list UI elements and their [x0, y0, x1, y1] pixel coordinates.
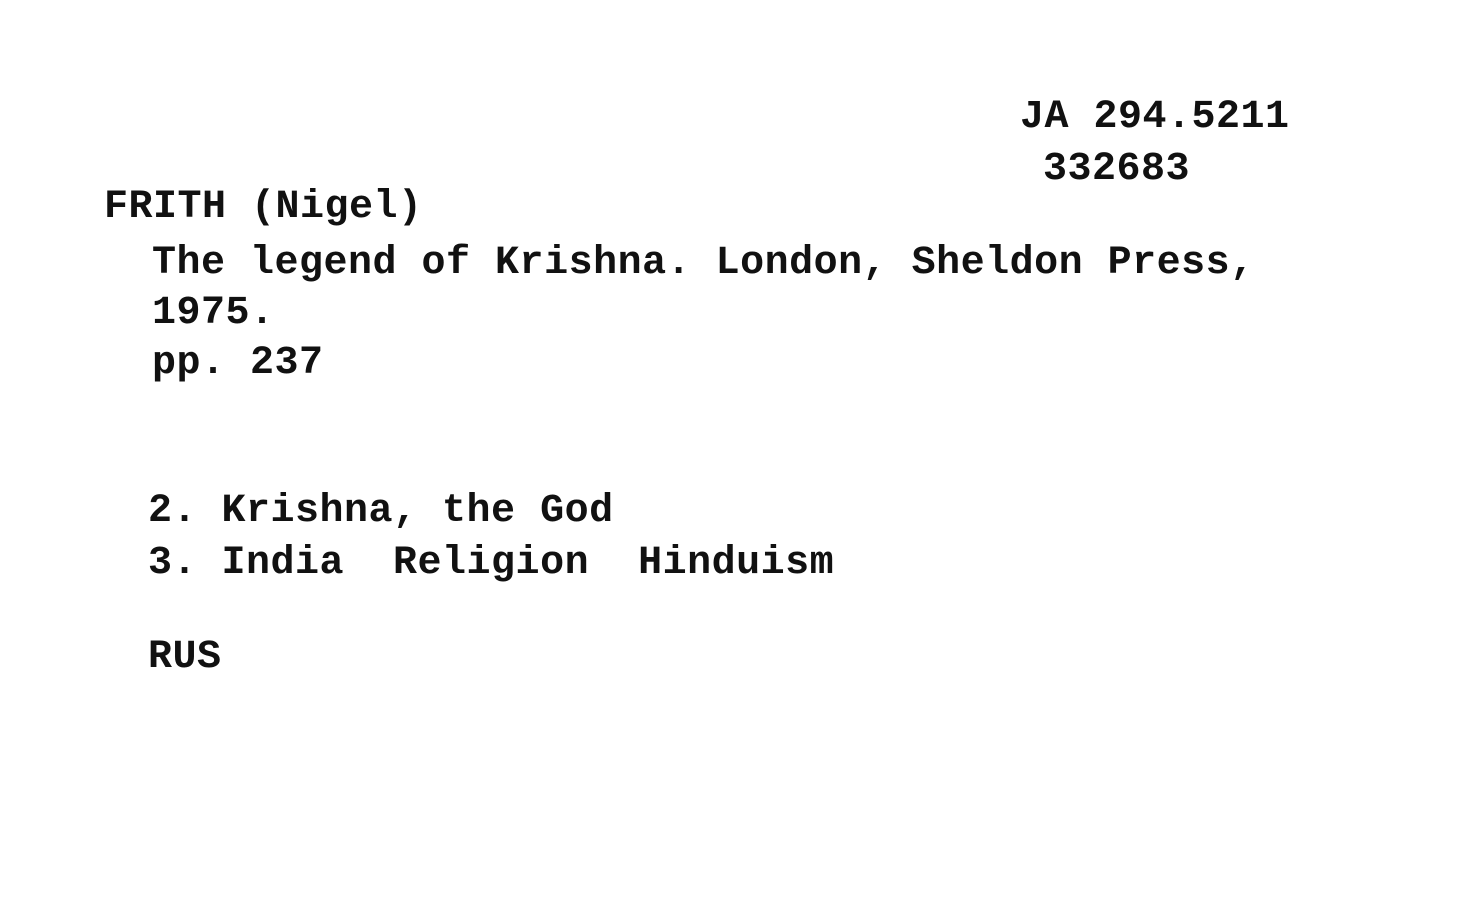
subject-heading: 2. Krishna, the God — [148, 489, 614, 534]
title-imprint: The legend of Krishna. London, Sheldon Press, — [152, 241, 1255, 286]
subject-heading: 3. India Religion Hinduism — [148, 541, 835, 586]
pagination: pp. 237 — [152, 341, 324, 386]
call-number: JA 294.5211 — [1020, 95, 1290, 140]
location-code: RUS — [148, 635, 222, 680]
accession-number: 332683 — [1043, 147, 1191, 192]
author-heading: FRITH (Nigel) — [104, 185, 423, 230]
publication-year: 1975. — [152, 291, 275, 336]
